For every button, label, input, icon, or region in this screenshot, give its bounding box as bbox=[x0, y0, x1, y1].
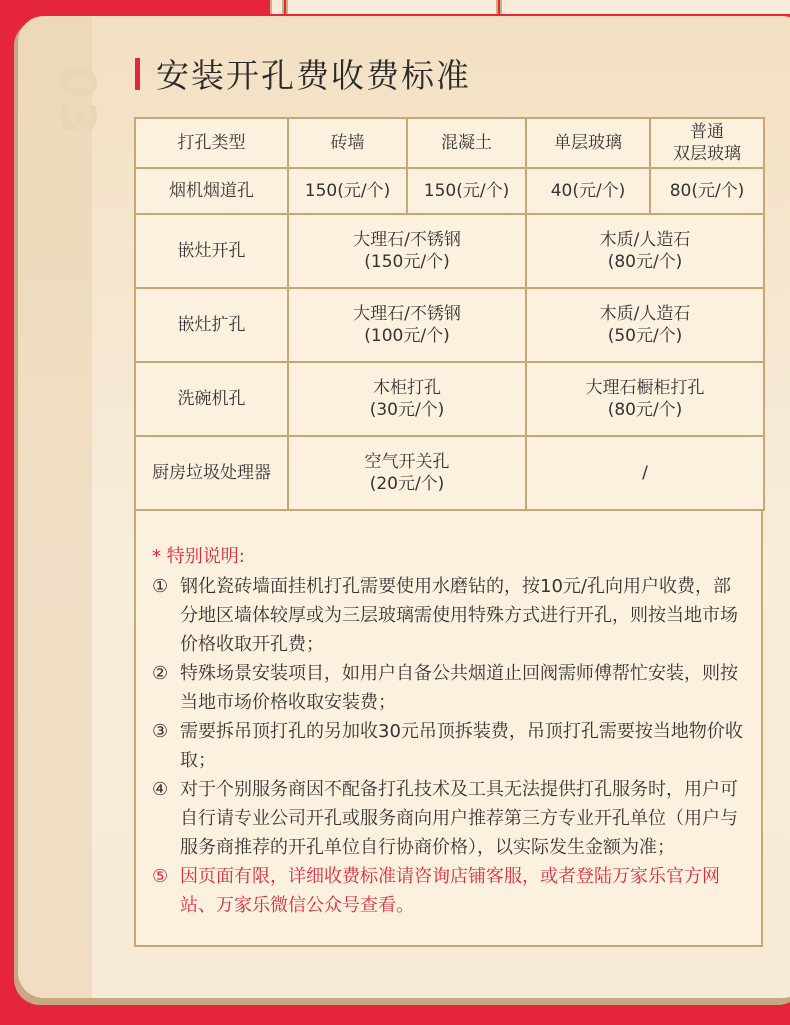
fee-table bbox=[134, 117, 765, 511]
price-cell: 150(元/个) bbox=[289, 169, 408, 215]
header-type: 打孔类型 bbox=[136, 119, 289, 169]
price-cell bbox=[527, 363, 765, 437]
page-title: 安装开孔费收费标准 bbox=[156, 56, 471, 95]
header-double-glass bbox=[651, 119, 765, 169]
price-cell: 40(元/个) bbox=[527, 169, 651, 215]
material-price: (30元/个) bbox=[369, 400, 445, 420]
note-item bbox=[152, 572, 747, 659]
row-label: 嵌灶开孔 bbox=[136, 215, 289, 289]
material-name: 空气开关孔 bbox=[364, 452, 450, 472]
top-tab-left bbox=[270, 0, 284, 14]
special-notes bbox=[134, 511, 763, 947]
note-item bbox=[152, 659, 747, 717]
section-number: 03 bbox=[49, 65, 105, 137]
note-item bbox=[152, 717, 747, 775]
header-single-glass: 单层玻璃 bbox=[527, 119, 651, 169]
note-text: 对于个别服务商因不配备打孔技术及工具无法提供打孔服务时，用户可自行请专业公司开孔或服务商向用户推荐第三方专业开孔单位（用户与服务商推荐的开孔单位自行协商价格），以实际发生金额为准； bbox=[180, 779, 738, 858]
note-number: ① bbox=[152, 576, 169, 597]
row-label: 烟机烟道孔 bbox=[136, 169, 289, 215]
price-cell bbox=[527, 215, 765, 289]
note-text: 钢化瓷砖墙面挂机打孔需要使用水磨钻的，按10元/孔向用户收费，部分地区墙体较厚或为三层玻璃需使用特殊方式进行开孔，则按当地市场价格收取开孔费； bbox=[180, 576, 738, 655]
title-accent-bar bbox=[135, 58, 140, 90]
price-cell bbox=[289, 289, 527, 363]
material-name: 木质/人造石 bbox=[599, 230, 691, 250]
material-name: 木质/人造石 bbox=[599, 304, 691, 324]
price-cell bbox=[289, 437, 527, 511]
material-name: 木柜打孔 bbox=[373, 378, 441, 398]
header-double-glass-line2: 双层玻璃 bbox=[673, 144, 741, 164]
top-tab-middle bbox=[286, 0, 498, 14]
material-price: (100元/个) bbox=[364, 326, 450, 346]
material-price: (80元/个) bbox=[607, 400, 683, 420]
material-price: (80元/个) bbox=[607, 252, 683, 272]
row-label: 厨房垃圾处理器 bbox=[136, 437, 289, 511]
price-cell: / bbox=[527, 437, 765, 511]
row-label: 洗碗机孔 bbox=[136, 363, 289, 437]
header-double-glass-line1: 普通 bbox=[690, 122, 724, 142]
header-concrete: 混凝土 bbox=[408, 119, 527, 169]
notes-title: * 特别说明: bbox=[152, 546, 245, 567]
top-tab-right bbox=[500, 0, 790, 14]
note-text: 因页面有限，详细收费标准请咨询店铺客服，或者登陆万家乐官方网站、万家乐微信公众号查看。 bbox=[180, 866, 720, 916]
row-label: 嵌灶扩孔 bbox=[136, 289, 289, 363]
note-item bbox=[152, 775, 747, 862]
material-name: 大理石橱柜打孔 bbox=[585, 378, 705, 398]
price-cell: 150(元/个) bbox=[408, 169, 527, 215]
side-strip bbox=[18, 16, 92, 998]
material-name: 大理石/不锈钢 bbox=[353, 230, 461, 250]
note-number: ③ bbox=[152, 721, 169, 742]
note-number: ④ bbox=[152, 779, 169, 800]
note-text: 需要拆吊顶打孔的另加收30元吊顶拆装费，吊顶打孔需要按当地物价收取； bbox=[180, 721, 743, 771]
material-price: (20元/个) bbox=[369, 474, 445, 494]
note-number: ⑤ bbox=[152, 866, 169, 887]
material-price: (150元/个) bbox=[364, 252, 450, 272]
price-cell bbox=[527, 289, 765, 363]
note-text: 特殊场景安装项目，如用户自备公共烟道止回阀需师傅帮忙安装，则按当地市场价格收取安装费； bbox=[180, 663, 738, 713]
price-cell: 80(元/个) bbox=[651, 169, 765, 215]
note-item-highlight bbox=[152, 862, 747, 920]
price-cell bbox=[289, 215, 527, 289]
price-cell bbox=[289, 363, 527, 437]
note-number: ② bbox=[152, 663, 169, 684]
material-price: (50元/个) bbox=[607, 326, 683, 346]
header-brick: 砖墙 bbox=[289, 119, 408, 169]
material-name: 大理石/不锈钢 bbox=[353, 304, 461, 324]
